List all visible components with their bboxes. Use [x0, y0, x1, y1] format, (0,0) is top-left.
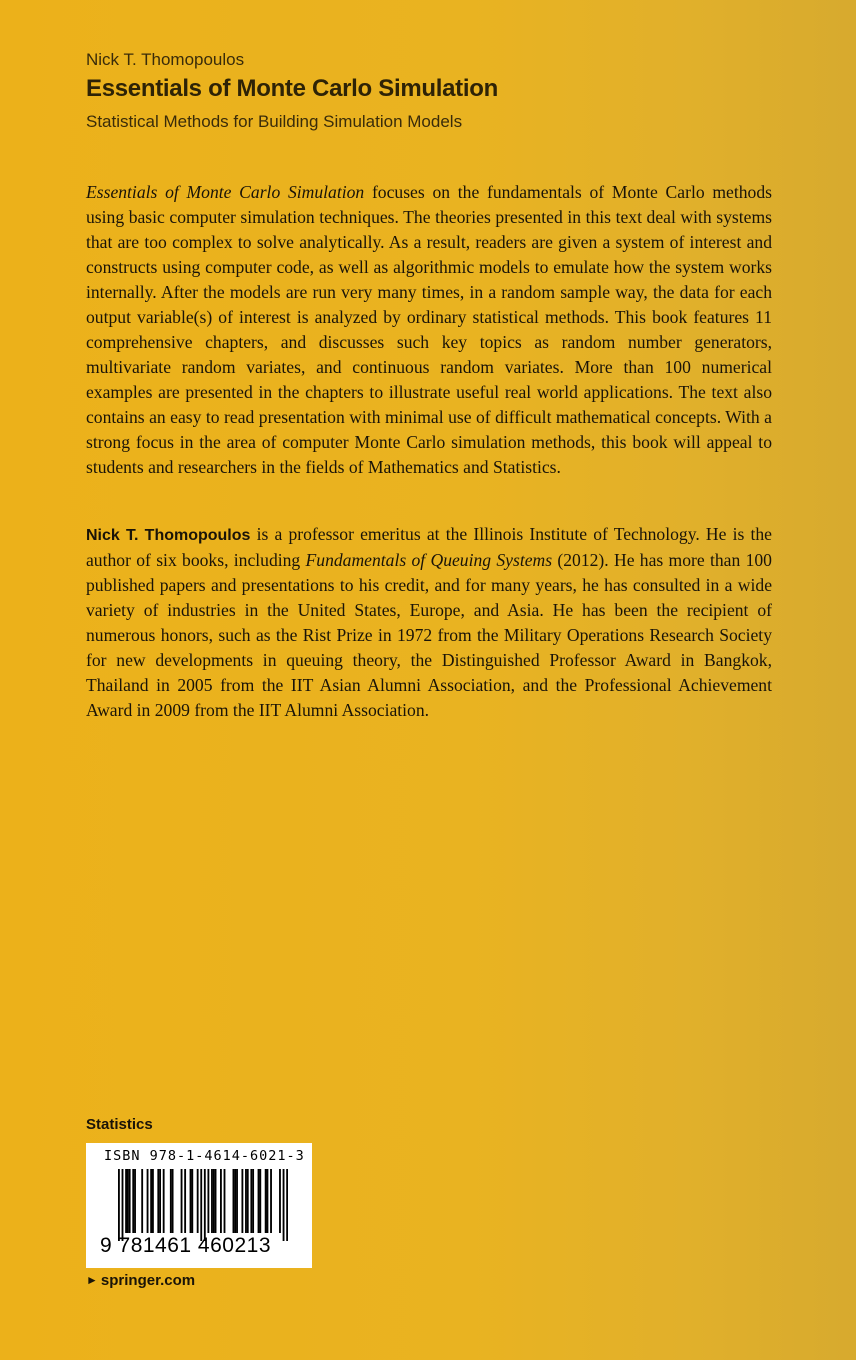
barcode-bar	[236, 1169, 238, 1233]
barcode-bar	[141, 1169, 143, 1233]
barcode-bar	[172, 1169, 174, 1233]
barcode-bar	[267, 1169, 269, 1233]
barcode-bar	[224, 1169, 226, 1233]
barcode-bar	[184, 1169, 186, 1233]
barcode-bar	[129, 1169, 131, 1233]
barcode-bar	[207, 1169, 209, 1233]
barcode-bar	[159, 1169, 161, 1233]
category-label: Statistics	[86, 1116, 153, 1133]
barcode-bar	[125, 1169, 127, 1233]
book-subtitle: Statistical Methods for Building Simulation Models	[86, 112, 463, 131]
barcode-bar	[252, 1169, 254, 1233]
description-text: focuses on the fundamentals of Monte Carlo methods using basic computer simulation techniques. The theories presented in this text deal with systems that are too complex to solve analytically. As a result, readers are given a system of interest and constructs using computer code, as well as algorithmic models to emulate how the system works internally. After the models are run very many times, in a random sample way, the data for each output variable(s) of interest is analyzed by ordinary statistical methods. This book features 11 comprehensive chapters, and discusses such key topics as random number generators, multivariate random variates, and continuous random variates. More than 100 numerical examples are presented in the chapters to illustrate useful real world applications. The text also contains an easy to read presentation with minimal use of difficult mathematical concepts. With a strong focus in the area of computer Monte Carlo simulation methods, this book will appeal to students and researchers in the fields of Mathematics and Statistics.	[86, 182, 772, 477]
barcode-bar	[150, 1169, 152, 1233]
barcode-digits: 9 781461 460213	[100, 1234, 271, 1257]
book-title: Essentials of Monte Carlo Simulation	[86, 75, 498, 102]
arrow-icon: ►	[86, 1273, 98, 1287]
barcode-bar	[220, 1169, 222, 1233]
barcode-bar	[259, 1169, 261, 1233]
bio-text-2: (2012). He has more than 100 published papers and presentations to his credit, and for many years, he has consulted in a wide variety of industries in the United States, Europe, and Asia. He has been the recipient of numerous honors, such as the Rist Prize in 1972 from the Military Operations Research Society for new developments in queuing theory, the Distinguished Professor Award in Bangkok, Thailand in 2005 from the IIT Asian Alumni Association, and the Professional Achievement Award in 2009 from the IIT Alumni Association.	[86, 550, 772, 720]
barcode-bar	[147, 1169, 149, 1233]
barcode-bar	[132, 1169, 134, 1233]
bio-author-name: Nick T. Thomopoulos	[86, 527, 251, 544]
barcode-bar	[215, 1169, 217, 1233]
barcode-bar	[134, 1169, 136, 1233]
barcode-bar	[233, 1169, 235, 1233]
barcode-bars	[118, 1169, 288, 1241]
barcode-bar	[118, 1169, 120, 1241]
publisher-website-link[interactable]	[86, 1272, 195, 1289]
barcode-bar	[157, 1169, 159, 1233]
barcode-bar	[122, 1169, 124, 1241]
barcode-bar	[200, 1169, 202, 1241]
barcode-bar	[245, 1169, 247, 1233]
barcode-bar	[181, 1169, 183, 1233]
barcode-bar	[265, 1169, 267, 1233]
barcode-bar	[204, 1169, 206, 1241]
barcode-bar	[234, 1169, 236, 1233]
book-description	[86, 180, 772, 480]
barcode-bar	[191, 1169, 193, 1233]
barcode-bar	[283, 1169, 285, 1241]
description-title: Essentials of Monte Carlo Simulation	[86, 182, 365, 202]
isbn-text: ISBN 978-1-4614-6021-3	[104, 1148, 305, 1164]
barcode-bar	[152, 1169, 154, 1233]
barcode-bar	[190, 1169, 192, 1233]
barcode-bar	[213, 1169, 215, 1233]
barcode-bar	[197, 1169, 199, 1233]
publisher-website-text: springer.com	[100, 1272, 196, 1289]
barcode-bar	[163, 1169, 165, 1233]
barcode-bar	[170, 1169, 172, 1233]
author-name: Nick T. Thomopoulos	[86, 50, 245, 69]
barcode-bar	[127, 1169, 129, 1233]
author-bio	[86, 522, 772, 723]
barcode-bar	[279, 1169, 281, 1233]
barcode-bar	[250, 1169, 252, 1233]
barcode-bar	[258, 1169, 260, 1233]
barcode-bar	[286, 1169, 288, 1241]
bio-text-1: is a professor emeritus at the Illinois Institute of Technology. He is the author of six books, including	[86, 524, 772, 570]
barcode-bar	[270, 1169, 272, 1233]
bio-book-title: Fundamentals of Queuing Systems	[305, 550, 553, 570]
barcode-bar	[247, 1169, 249, 1233]
isbn-barcode	[86, 1143, 312, 1268]
barcode-bar	[211, 1169, 213, 1233]
barcode-bar	[241, 1169, 243, 1233]
